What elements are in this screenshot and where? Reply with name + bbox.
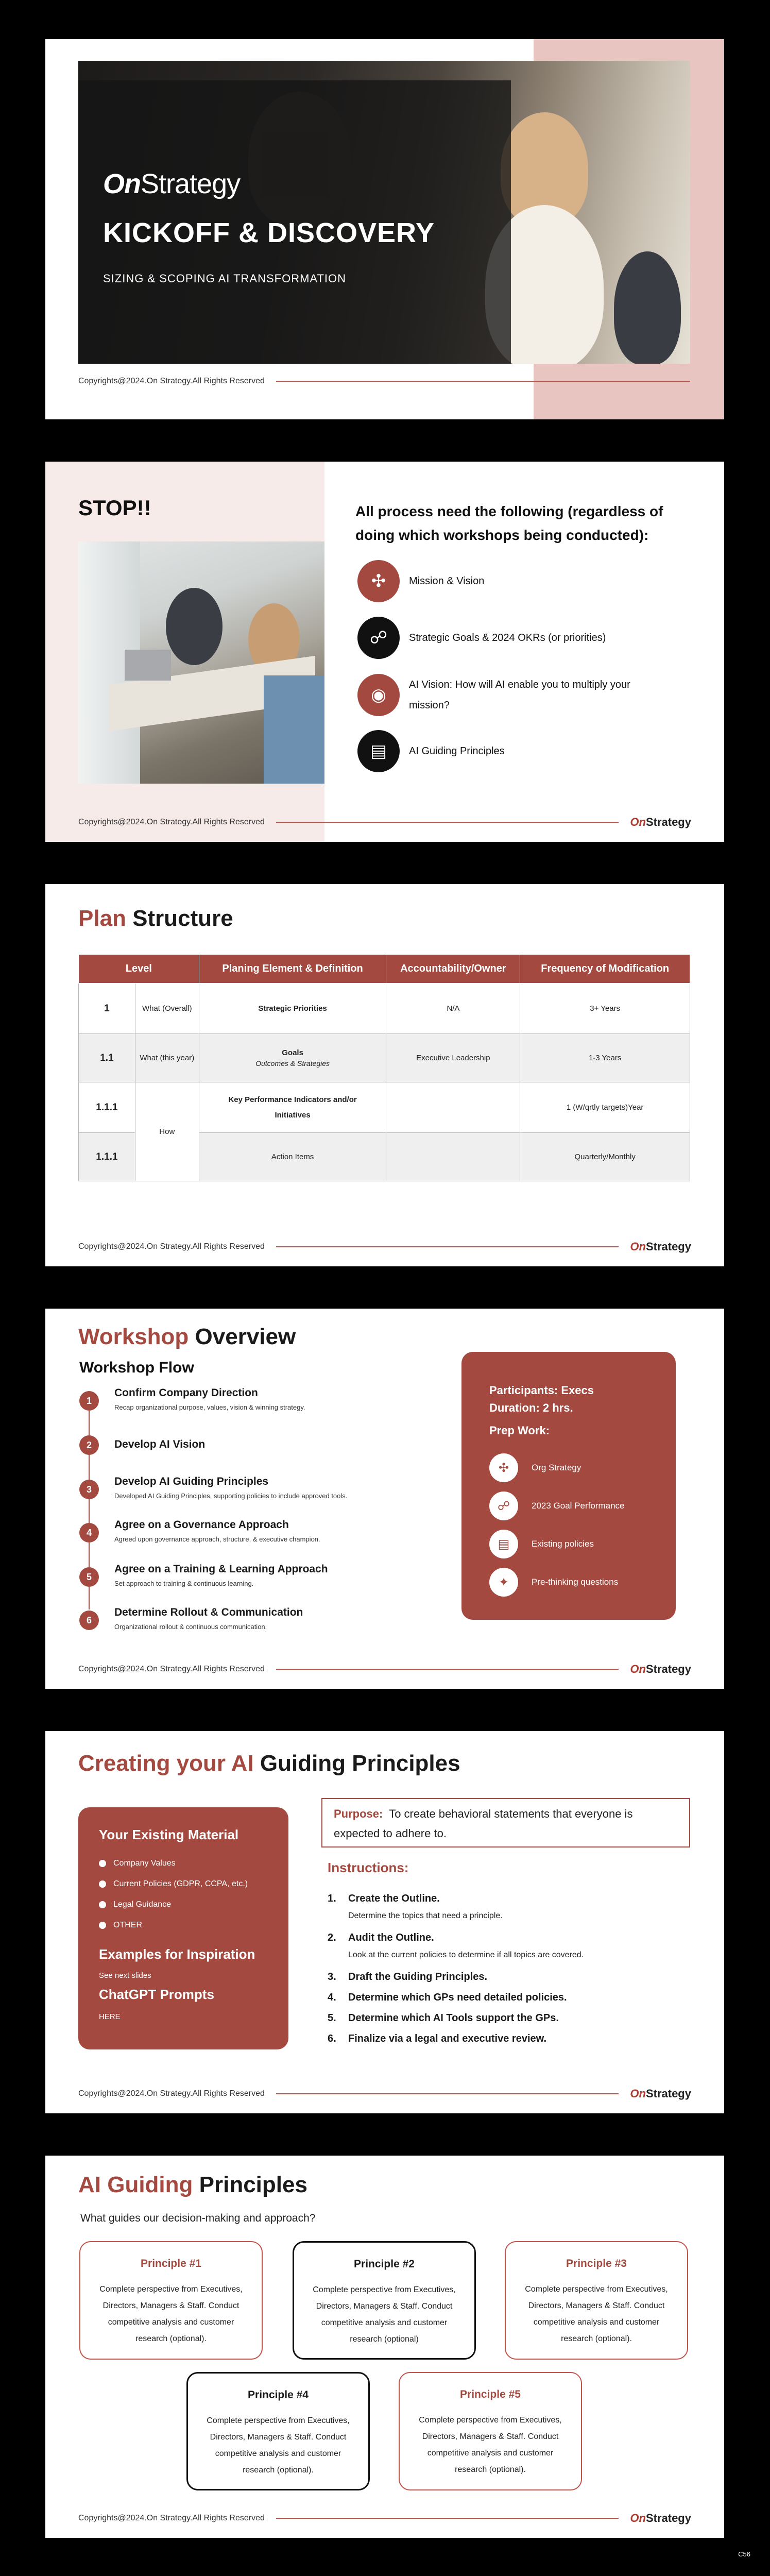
- footer-logo: OnStrategy: [630, 816, 691, 828]
- copyright: Copyrights@2024.On Strategy.All Rights Reserved: [78, 377, 265, 385]
- principle-title: Principle #3: [566, 2258, 627, 2269]
- footer-logo: OnStrategy: [630, 2512, 691, 2524]
- cell-owner: [386, 1082, 520, 1133]
- step-desc: Developed AI Guiding Principles, supporting policies to include approved tools.: [114, 1492, 348, 1500]
- lightbulb-icon: ✦: [489, 1568, 518, 1597]
- step-number: 3: [79, 1480, 99, 1499]
- col-header-owner: Accountability/Owner: [386, 955, 520, 984]
- page-code: C56: [738, 2550, 750, 2558]
- onstrategy-logo: OnStrategy: [103, 168, 241, 199]
- instruction-sub: Look at the current policies to determine if all topics are covered.: [348, 1951, 584, 1959]
- principle-desc: Complete perspective from Executives, Directors, Managers & Staff. Conduct competitive analysis and customer research (optional): [313, 2285, 456, 2344]
- instruction-item: 3. Draft the Guiding Principles.: [328, 1971, 488, 1982]
- principle-desc: Complete perspective from Executives, Directors, Managers & Staff. Conduct competitive analysis and customer research (optional).: [419, 2416, 562, 2474]
- prep-item: ▤ Existing policies: [489, 1529, 654, 1559]
- step-desc: Organizational rollout & continuous communication.: [114, 1623, 267, 1631]
- workshop-flow-title: Workshop Flow: [79, 1359, 194, 1376]
- handshake-icon: ✣: [357, 560, 400, 602]
- step-number: 1: [79, 1391, 99, 1411]
- examples-title: Examples for Inspiration: [99, 1946, 255, 1962]
- cell-what: How: [135, 1082, 199, 1181]
- hero-photo: [78, 61, 690, 364]
- footer: [78, 2088, 691, 2100]
- footer-rule: [276, 2093, 619, 2094]
- graph-icon: ☍: [357, 617, 400, 659]
- slide-stop: [45, 462, 724, 842]
- step-desc: Agreed upon governance approach, structure, & executive champion.: [114, 1535, 320, 1543]
- stop-heading: STOP!!: [78, 496, 151, 520]
- cell-level: 1.1.1: [79, 1082, 135, 1133]
- slide-title: AI Guiding Principles: [78, 2172, 307, 2197]
- prep-item: ✦ Pre-thinking questions: [489, 1567, 654, 1597]
- slide-title: Workshop Overview: [78, 1324, 296, 1349]
- instruction-item: 1. Create the Outline.: [328, 1893, 440, 1904]
- slide-kickoff: [45, 39, 724, 419]
- principle-title: Principle #1: [141, 2258, 201, 2269]
- principle-desc: Complete perspective from Executives, Directors, Managers & Staff. Conduct competitive analysis and customer research (optional).: [207, 2416, 350, 2475]
- step-number: 2: [79, 1435, 99, 1455]
- footer: [78, 1663, 691, 1675]
- footer: [78, 2512, 691, 2524]
- principle-card: [79, 2241, 263, 2360]
- slide-subtitle: What guides our decision-making and approach?: [80, 2212, 316, 2224]
- performance-icon: ☍: [489, 1492, 518, 1520]
- cell-what: What (Overall): [135, 984, 199, 1034]
- chatgpt-prompts-link[interactable]: ChatGPT Prompts: [99, 1987, 214, 2002]
- principle-card: [186, 2372, 370, 2490]
- step-number: 4: [79, 1523, 99, 1543]
- cell-element: Goals Outcomes & Strategies: [199, 1034, 386, 1082]
- slide-creating-principles: [45, 1731, 724, 2113]
- principle-desc: Complete perspective from Executives, Directors, Managers & Staff. Conduct competitive analysis and customer research (optional).: [525, 2285, 668, 2343]
- table-row: [79, 1082, 690, 1133]
- step-title: Determine Rollout & Communication: [114, 1606, 303, 1618]
- req-mission-vision: [357, 561, 687, 602]
- policy-icon: ▤: [489, 1530, 518, 1558]
- principle-title: Principle #4: [248, 2389, 309, 2401]
- col-header-level: Level: [79, 955, 199, 984]
- footer: [78, 816, 691, 828]
- prep-work-title: Prep Work:: [489, 1424, 550, 1437]
- footer-logo: OnStrategy: [630, 1663, 691, 1675]
- principle-card: [399, 2372, 582, 2490]
- step-title: Agree on a Governance Approach: [114, 1519, 289, 1531]
- footer: [78, 375, 690, 387]
- slide-title: Plan Structure: [78, 906, 233, 931]
- card-title: Your Existing Material: [99, 1827, 239, 1842]
- slide-title: Creating your AI Guiding Principles: [78, 1751, 460, 1776]
- step-desc: Set approach to training & continuous learning.: [114, 1580, 254, 1587]
- cell-element: Key Performance Indicators and/or Initiatives: [199, 1082, 386, 1133]
- req-label: AI Guiding Principles: [409, 745, 505, 757]
- material-item: Current Policies (GDPR, CCPA, etc.): [99, 1879, 248, 1889]
- title-overlay: [78, 80, 511, 364]
- instruction-item: 4. Determine which GPs need detailed policies.: [328, 1992, 567, 2003]
- material-item: Legal Guidance: [99, 1900, 171, 1909]
- footer-rule: [276, 822, 619, 823]
- plan-table: [78, 954, 690, 1181]
- eye-icon: ◉: [357, 674, 400, 716]
- footer-rule: [276, 381, 690, 382]
- cell-frequency: 3+ Years: [520, 984, 690, 1034]
- process-heading: All process need the following (regardless of doing which workshops being conducted):: [355, 503, 663, 543]
- purpose-box: Purpose: To create behavioral statements that everyone is expected to adhere to.: [321, 1798, 690, 1848]
- copyright: Copyrights@2024.On Strategy.All Rights Reserved: [78, 1242, 265, 1251]
- step-title: Agree on a Training & Learning Approach: [114, 1563, 328, 1575]
- footer-logo: OnStrategy: [630, 1240, 691, 1253]
- slide-title: KICKOFF & DISCOVERY: [103, 217, 435, 248]
- step-title: Confirm Company Direction: [114, 1387, 258, 1399]
- existing-material-card: [78, 1807, 288, 2049]
- material-item: OTHER: [99, 1921, 142, 1930]
- cell-owner: Executive Leadership: [386, 1034, 520, 1082]
- step-desc: Recap organizational purpose, values, vision & winning strategy.: [114, 1403, 305, 1411]
- strategy-icon: ✣: [489, 1453, 518, 1482]
- principle-title: Principle #2: [354, 2258, 415, 2270]
- cell-element: Strategic Priorities: [199, 984, 386, 1034]
- here-link[interactable]: HERE: [99, 2012, 121, 2021]
- req-label: Mission & Vision: [409, 575, 485, 587]
- req-guiding-principles: [357, 731, 687, 772]
- step-number: 6: [79, 1611, 99, 1630]
- cell-level: 1.1: [79, 1034, 135, 1082]
- document-icon: ▤: [357, 730, 400, 772]
- cell-level: 1.1.1: [79, 1133, 135, 1181]
- principle-card: [293, 2241, 476, 2360]
- cell-owner: [386, 1133, 520, 1181]
- instructions-title: Instructions:: [328, 1860, 409, 1875]
- col-header-element: Planing Element & Definition: [199, 955, 386, 984]
- req-ai-vision: [357, 673, 687, 717]
- cell-element: Action Items: [199, 1133, 386, 1181]
- table-row: [79, 1034, 690, 1082]
- copyright: Copyrights@2024.On Strategy.All Rights Reserved: [78, 1665, 265, 1673]
- slide-subtitle: SIZING & SCOPING AI TRANSFORMATION: [103, 272, 347, 285]
- footer: [78, 1241, 691, 1253]
- col-header-frequency: Frequency of Modification: [520, 955, 690, 984]
- participants-duration: Participants: Execs Duration: 2 hrs.: [489, 1384, 594, 1414]
- material-item: Company Values: [99, 1859, 176, 1868]
- req-strategic-goals: [357, 617, 687, 658]
- cell-what: What (this year): [135, 1034, 199, 1082]
- slide-plan-structure: [45, 884, 724, 1266]
- footer-rule: [276, 1246, 619, 1247]
- table-row: [79, 984, 690, 1034]
- principle-desc: Complete perspective from Executives, Directors, Managers & Staff. Conduct competitive analysis and customer research (optional).: [99, 2285, 243, 2343]
- cell-frequency: 1 (W/qrtly targets)Year: [520, 1082, 690, 1133]
- see-next-note: See next slides: [99, 1971, 151, 1980]
- prep-item: ☍ 2023 Goal Performance: [489, 1491, 654, 1521]
- footer-rule: [276, 2518, 619, 2519]
- principle-title: Principle #5: [460, 2388, 521, 2400]
- copyright: Copyrights@2024.On Strategy.All Rights Reserved: [78, 2514, 265, 2522]
- principle-card: [505, 2241, 688, 2360]
- step-title: Develop AI Vision: [114, 1438, 206, 1450]
- step-title: Develop AI Guiding Principles: [114, 1476, 269, 1487]
- cell-frequency: Quarterly/Monthly: [520, 1133, 690, 1181]
- slide-ai-guiding-principles: [45, 2156, 724, 2538]
- cell-frequency: 1-3 Years: [520, 1034, 690, 1082]
- instruction-item: 6. Finalize via a legal and executive review.: [328, 2033, 546, 2044]
- req-label: AI Vision: How will AI enable you to multiply your mission?: [409, 679, 630, 711]
- req-label: Strategic Goals & 2024 OKRs (or priorities): [409, 632, 606, 643]
- cell-owner: N/A: [386, 984, 520, 1034]
- cell-level: 1: [79, 984, 135, 1034]
- instruction-item: 5. Determine which AI Tools support the GPs.: [328, 2012, 559, 2024]
- step-number: 5: [79, 1567, 99, 1587]
- instruction-sub: Determine the topics that need a principle.: [348, 1911, 503, 1920]
- meeting-photo: [78, 541, 324, 784]
- copyright: Copyrights@2024.On Strategy.All Rights Reserved: [78, 818, 265, 826]
- footer-rule: [276, 1669, 619, 1670]
- slide-workshop-overview: [45, 1309, 724, 1689]
- prep-item: ✣ Org Strategy: [489, 1453, 654, 1483]
- participants-card: [461, 1352, 676, 1620]
- footer-logo: OnStrategy: [630, 2087, 691, 2100]
- copyright: Copyrights@2024.On Strategy.All Rights Reserved: [78, 2089, 265, 2098]
- instruction-item: 2. Audit the Outline.: [328, 1932, 434, 1943]
